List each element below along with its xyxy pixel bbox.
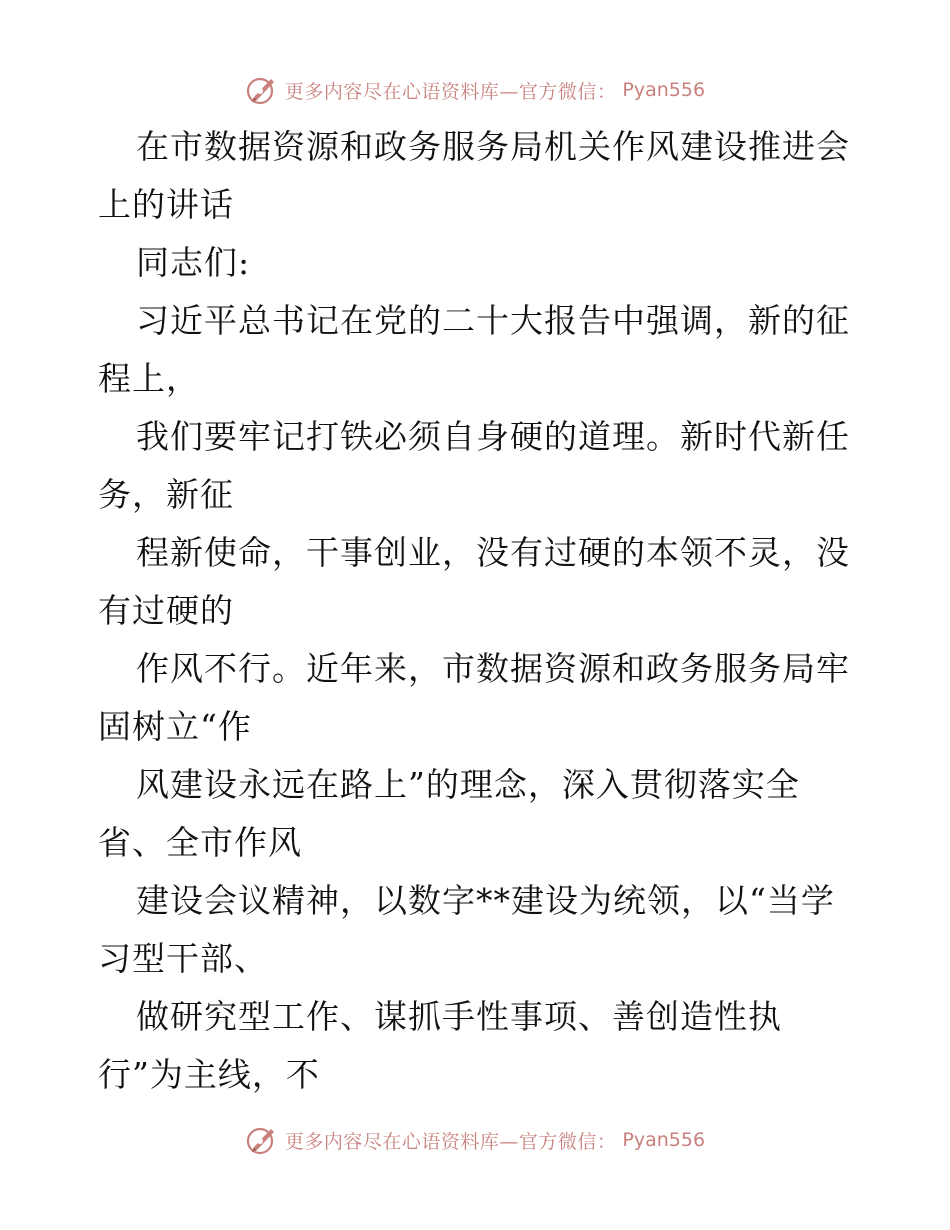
doc-line: 省、全市作风 bbox=[98, 823, 302, 862]
doc-line: 我们要牢记打铁必须自身硬的道理。新时代新任 bbox=[136, 417, 850, 456]
doc-line: 习近平总书记在党的二十大报告中强调，新的征 bbox=[136, 301, 850, 340]
doc-line: 程新使命，干事创业，没有过硬的本领不灵，没 bbox=[136, 533, 850, 572]
doc-line: 固树立“作 bbox=[98, 707, 252, 746]
footer-watermark bbox=[0, 1120, 950, 1160]
doc-line: 风建设永远在路上”的理念，深入贯彻落实全 bbox=[136, 765, 800, 804]
document-body bbox=[98, 118, 868, 1104]
doc-line: 行”为主线，不 bbox=[98, 1055, 320, 1094]
doc-line: 习型干部、 bbox=[98, 939, 268, 978]
doc-line: 上的讲话 bbox=[98, 185, 234, 224]
doc-line: 务，新征 bbox=[98, 475, 234, 514]
pen-logo-icon bbox=[245, 73, 279, 107]
doc-line: 有过硬的 bbox=[98, 591, 234, 630]
pen-logo-icon bbox=[245, 1123, 279, 1157]
watermark-wechat-id: Pyan556 bbox=[622, 79, 706, 101]
doc-line: 建设会议精神，以数字**建设为统领，以“当学 bbox=[136, 881, 835, 920]
doc-line: 在市数据资源和政务服务局机关作风建设推进会 bbox=[136, 127, 850, 166]
doc-line: 程上， bbox=[98, 359, 200, 398]
watermark-wechat-id: Pyan556 bbox=[622, 1129, 706, 1151]
doc-line: 同志们: bbox=[136, 243, 251, 282]
watermark-text: 更多内容尽在心语资料库—官方微信： bbox=[284, 1130, 617, 1153]
doc-line: 做研究型工作、谋抓手性事项、善创造性执 bbox=[136, 997, 782, 1036]
header-watermark bbox=[0, 70, 950, 110]
doc-line: 作风不行。近年来，市数据资源和政务服务局牢 bbox=[136, 649, 850, 688]
watermark-text: 更多内容尽在心语资料库—官方微信： bbox=[284, 80, 617, 103]
